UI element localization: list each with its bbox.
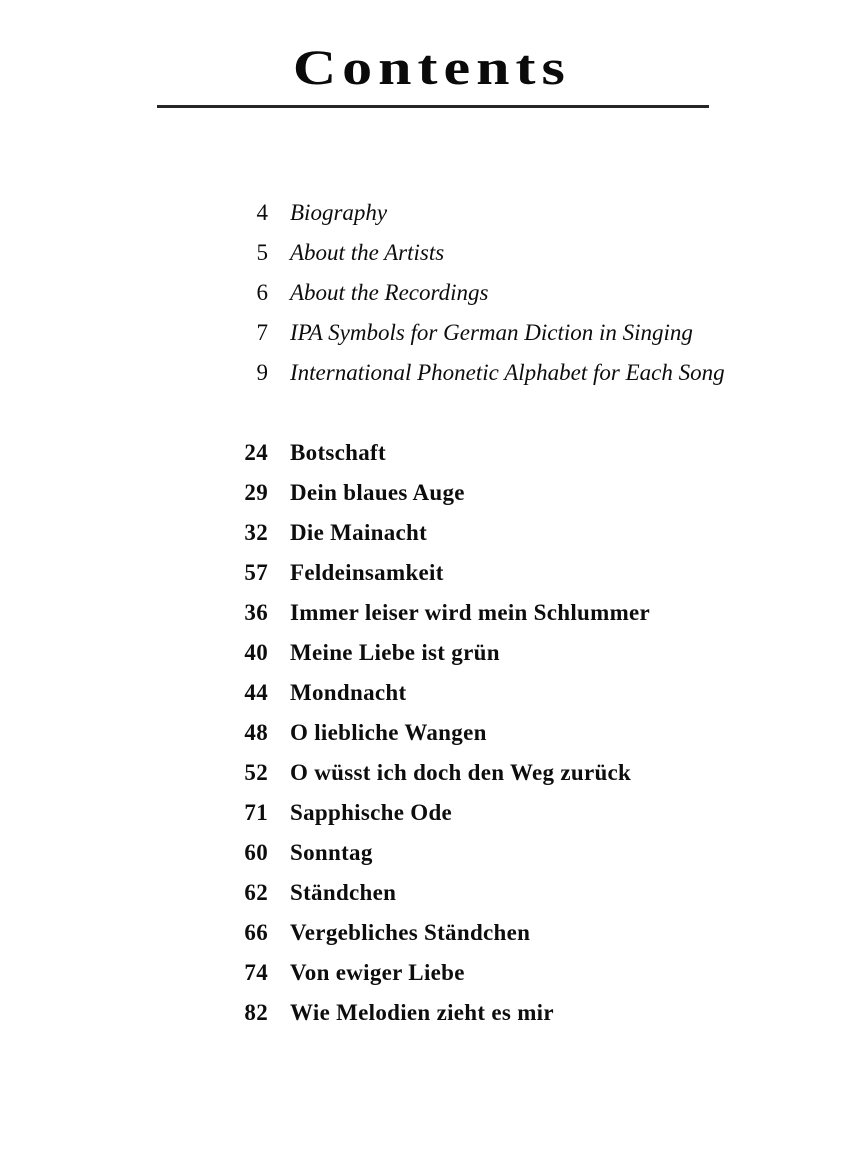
toc-entry [190, 673, 725, 713]
toc-entry-title: International Phonetic Alphabet for Each Song [290, 360, 725, 385]
toc-entry-title: O liebliche Wangen [290, 720, 487, 745]
toc-songs-section [190, 433, 725, 1033]
toc-page-number: 5 [256, 240, 268, 265]
toc-page-number: 60 [244, 840, 268, 865]
toc-page-number: 74 [244, 960, 268, 985]
toc-page-number: 82 [244, 1000, 268, 1025]
toc-entry [190, 593, 725, 633]
toc-entry-title: About the Artists [290, 240, 445, 265]
toc-front-matter-section [190, 193, 725, 393]
toc-entry [190, 633, 725, 673]
toc-entry [190, 833, 725, 873]
toc-entry-title: IPA Symbols for German Diction in Singing [290, 320, 693, 345]
toc-page-number: 9 [256, 360, 268, 385]
toc-page-number: 62 [244, 880, 268, 905]
toc-entry [190, 713, 725, 753]
title-rule [157, 105, 709, 108]
toc-entry [190, 273, 725, 313]
toc-entry-title: Ständchen [290, 880, 397, 905]
toc-page-number: 44 [244, 680, 268, 705]
toc-entry-title: Wie Melodien zieht es mir [290, 1000, 554, 1025]
toc-page-number: 40 [244, 640, 268, 665]
toc-page-number: 7 [256, 320, 268, 345]
toc-entry [190, 993, 725, 1033]
toc-entry [190, 793, 725, 833]
toc-page-number: 36 [244, 600, 268, 625]
toc-page-number: 4 [256, 200, 268, 225]
toc-page-number: 71 [244, 800, 268, 825]
toc-page-number: 6 [256, 280, 268, 305]
toc-entry [190, 553, 725, 593]
table-of-contents [190, 193, 725, 1033]
toc-entry [190, 513, 725, 553]
toc-entry [190, 913, 725, 953]
toc-page-number: 24 [244, 440, 268, 465]
toc-page-number: 29 [244, 480, 268, 505]
toc-entry [190, 473, 725, 513]
toc-entry-title: Sapphische Ode [290, 800, 453, 825]
page-header [0, 40, 864, 95]
toc-entry-title: Von ewiger Liebe [290, 960, 465, 985]
toc-entry-title: Sonntag [290, 840, 373, 865]
toc-page-number: 52 [244, 760, 268, 785]
toc-page-number: 57 [244, 560, 268, 585]
toc-entry [190, 873, 725, 913]
toc-entry [190, 233, 725, 273]
toc-entry-title: Vergebliches Ständchen [290, 920, 531, 945]
toc-page-number: 48 [244, 720, 268, 745]
toc-entry-title: Feldeinsamkeit [290, 560, 444, 585]
toc-page-number: 32 [244, 520, 268, 545]
toc-entry-title: Mondnacht [290, 680, 407, 705]
toc-entry-title: Dein blaues Auge [290, 480, 465, 505]
toc-entry [190, 193, 725, 233]
toc-entry-title: Meine Liebe ist grün [290, 640, 500, 665]
toc-entry-title: Botschaft [290, 440, 386, 465]
toc-entry-title: Die Mainacht [290, 520, 428, 545]
toc-entry-title: Biography [290, 200, 388, 225]
page-title: Contents [292, 39, 572, 95]
toc-entry [190, 433, 725, 473]
toc-entry [190, 753, 725, 793]
toc-entry [190, 313, 725, 353]
toc-entry-title: About the Recordings [290, 280, 489, 305]
toc-page-number: 66 [244, 920, 268, 945]
toc-entry-title: O wüsst ich doch den Weg zurück [290, 760, 632, 785]
toc-entry [190, 353, 725, 393]
toc-entry [190, 953, 725, 993]
toc-entry-title: Immer leiser wird mein Schlummer [290, 600, 651, 625]
